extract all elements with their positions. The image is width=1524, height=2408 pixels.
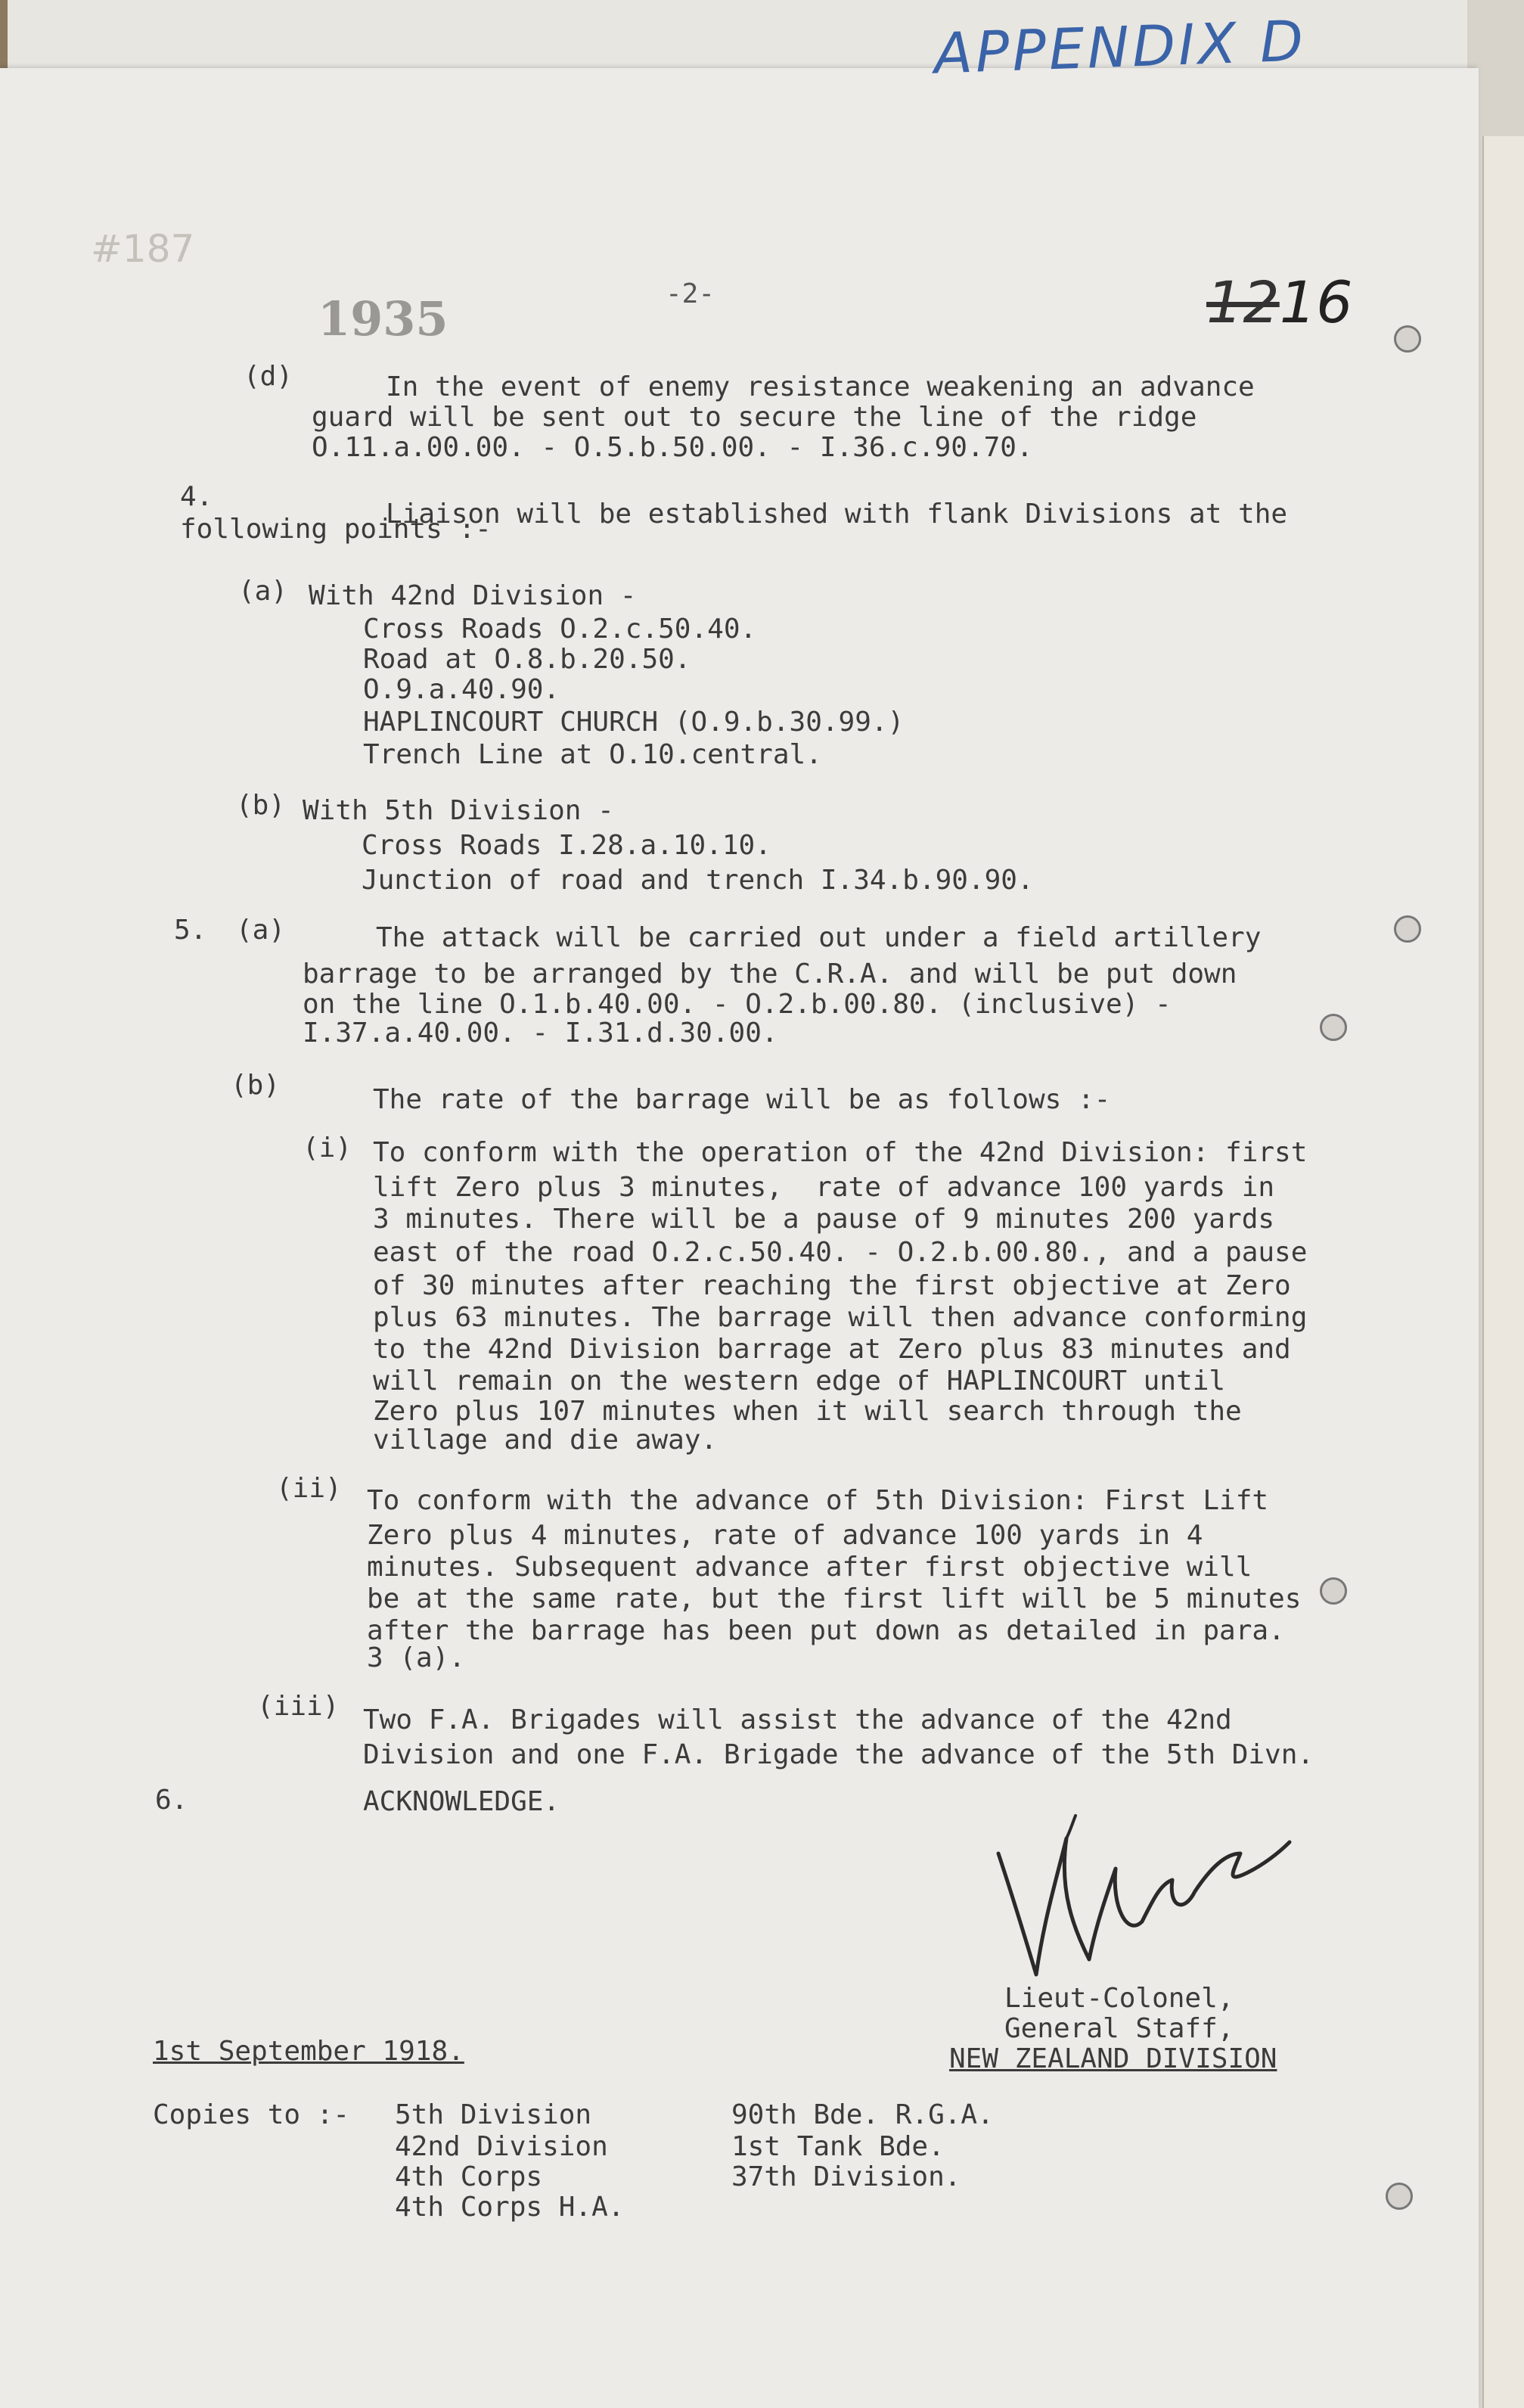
pencil-mark: #187 (91, 227, 195, 271)
para6-text: ACKNOWLEDGE. (363, 1786, 560, 1817)
para4b-title: With 5th Division - (303, 795, 614, 826)
punch-hole (1394, 325, 1421, 353)
para5b-i-line: plus 63 minutes. The barrage will then advance conforming (373, 1302, 1308, 1333)
para5b-i-line: Zero plus 107 minutes when it will search through the (373, 1396, 1242, 1427)
para4b-label: (b) (236, 790, 286, 821)
folio-number (1206, 269, 1352, 336)
para5b-ii-line: 3 (a). (367, 1642, 466, 1673)
punch-hole (1320, 1014, 1347, 1041)
para5b-i-line: To conform with the operation of the 42nd Division: first (373, 1137, 1308, 1168)
copies-recipient: 4th Corps H.A. (395, 2192, 625, 2223)
para5b-i-line: will remain on the western edge of HAPLINCOURT until (373, 1366, 1226, 1397)
folio-current: 16 (1279, 269, 1353, 336)
para5b-ii-line: To conform with the advance of 5th Division: First Lift (367, 1485, 1269, 1516)
para5a-line: on the line O.1.b.40.00. - O.2.b.00.80. (inclusive) - (303, 989, 1172, 1020)
para5-number: 5. (174, 915, 207, 946)
para5a-line: I.37.a.40.00. - I.31.d.30.00. (303, 1018, 778, 1049)
punch-hole (1320, 1577, 1347, 1605)
para5a-label: (a) (236, 915, 286, 946)
para5b-ii-line: minutes. Subsequent advance after first objective will (367, 1552, 1252, 1583)
document-date: 1st September 1918. (153, 2036, 464, 2067)
handwritten-signature (983, 1808, 1301, 1997)
signature-staff: General Staff, (1004, 2013, 1234, 2044)
copies-recipient: 42nd Division (395, 2131, 608, 2162)
copies-recipient: 4th Corps (395, 2161, 543, 2192)
para5a-line: barrage to be arranged by the C.R.A. and will be put down (303, 959, 1237, 990)
folio-struck: 12 (1206, 269, 1280, 336)
para3-line: O.11.a.00.00. - O.5.b.50.00. - I.36.c.90.70. (312, 432, 1033, 463)
para5b-ii-line: be at the same rate, but the first lift will be 5 minutes (367, 1583, 1302, 1614)
para5a-line: The attack will be carried out under a field artillery (376, 922, 1262, 953)
copies-recipient: 5th Division (395, 2099, 592, 2130)
para5b-i-line: of 30 minutes after reaching the first objective at Zero (373, 1270, 1291, 1301)
punch-hole (1394, 915, 1421, 943)
para3-label: (d) (244, 361, 293, 392)
para5b-i-line: to the 42nd Division barrage at Zero plus 83 minutes and (373, 1334, 1291, 1365)
copies-recipient: 37th Division. (731, 2161, 961, 2192)
para4b-item: Junction of road and trench I.34.b.90.90. (362, 865, 1034, 896)
para5b-iii-label: (iii) (257, 1691, 340, 1722)
signature-division: NEW ZEALAND DIVISION (949, 2043, 1277, 2074)
copies-label: Copies to :- (153, 2099, 350, 2130)
para4a-item: Trench Line at O.10.central. (363, 739, 822, 770)
para4a-item: HAPLINCOURT CHURCH (O.9.b.30.99.) (363, 707, 905, 738)
page-number: -2- (666, 278, 715, 309)
para5b-intro: The rate of the barrage will be as follows :- (373, 1084, 1111, 1115)
para4-number: 4. (180, 481, 213, 512)
signature-rank: Lieut-Colonel, (1004, 1983, 1234, 2014)
para5b-i-line: lift Zero plus 3 minutes, rate of advance 100 yards in (373, 1172, 1275, 1203)
para4-line: Liaison will be established with flank Divisions at the (386, 499, 1288, 530)
document-number-stamp: 1935 (318, 291, 449, 346)
para5b-ii-line: Zero plus 4 minutes, rate of advance 100 yards in 4 (367, 1520, 1203, 1551)
para5b-i-label: (i) (303, 1133, 352, 1164)
para5b-i-line: 3 minutes. There will be a pause of 9 minutes 200 yards (373, 1204, 1275, 1235)
copies-recipient: 90th Bde. R.G.A. (731, 2099, 994, 2130)
para5b-iii-line: Two F.A. Brigades will assist the advance of the 42nd (363, 1704, 1232, 1735)
para5b-iii-line: Division and one F.A. Brigade the advance of the 5th Divn. (363, 1739, 1314, 1770)
para3-line: In the event of enemy resistance weakening an advance (386, 371, 1255, 402)
para4a-item: Cross Roads O.2.c.50.40. (363, 614, 757, 645)
copies-recipient: 1st Tank Bde. (731, 2131, 945, 2162)
para5b-label: (b) (231, 1070, 281, 1101)
para5b-i-line: east of the road O.2.c.50.40. - O.2.b.00.80., and a pause (373, 1237, 1308, 1268)
para6-number: 6. (155, 1785, 188, 1816)
para3-line: guard will be sent out to secure the line of the ridge (312, 402, 1197, 433)
appendix-annotation: APPENDIX D (933, 8, 1308, 87)
para5b-i-line: village and die away. (373, 1425, 718, 1456)
para4a-label: (a) (238, 576, 288, 607)
para4a-item: Road at O.8.b.20.50. (363, 644, 691, 675)
para5b-ii-line: after the barrage has been put down as detailed in para. (367, 1615, 1285, 1646)
punch-hole (1386, 2183, 1413, 2210)
stack-edge-strip (1482, 136, 1524, 2408)
para4a-title: With 42nd Division - (309, 580, 637, 611)
para4-line: following points :- (180, 514, 492, 545)
para4a-item: O.9.a.40.90. (363, 674, 560, 705)
para4b-item: Cross Roads I.28.a.10.10. (362, 830, 771, 861)
para5b-ii-label: (ii) (276, 1473, 342, 1504)
